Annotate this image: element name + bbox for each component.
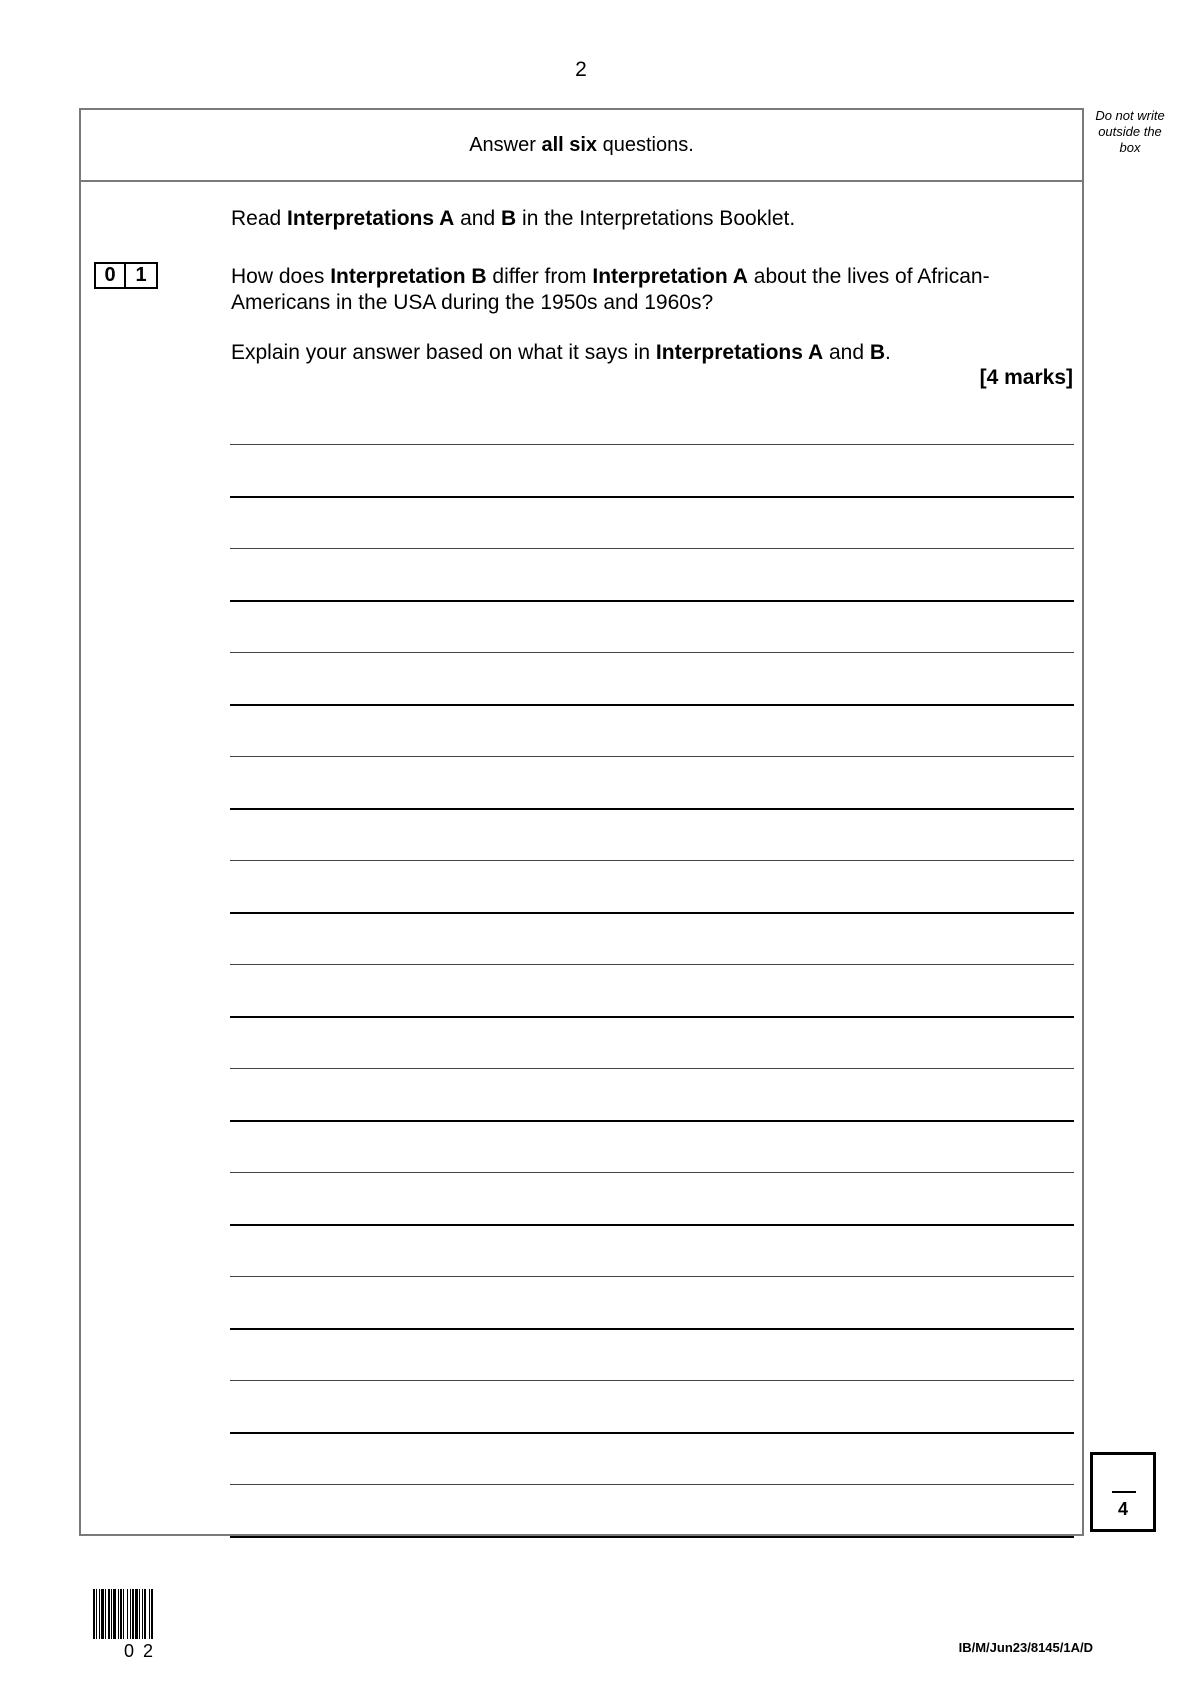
answer-line[interactable] [230,1224,1074,1226]
answer-line[interactable] [230,1536,1074,1538]
instruction-header [81,110,1082,182]
answer-line[interactable] [230,444,1074,445]
margin-note: Do not write outside the box [1095,108,1165,155]
score-divider [1112,1491,1136,1493]
answer-line[interactable] [230,652,1074,653]
answer-line[interactable] [230,1328,1074,1330]
question-number-digit: 1 [126,262,158,289]
answer-line[interactable] [230,600,1074,602]
answer-line[interactable] [230,808,1074,810]
answer-line[interactable] [230,860,1074,861]
answer-line[interactable] [230,1380,1074,1381]
answer-line[interactable] [230,1068,1074,1069]
question-text: How does Interpretation B differ from Interpretation A about the lives of African-Americans in the USA during the 1950s and 1960s? [231,265,990,314]
answer-line[interactable] [230,1120,1074,1122]
answer-line[interactable] [230,1432,1074,1434]
page-number: 2 [575,58,587,81]
intro-text: Read Interpretations A and B in the Interpretations Booklet. [231,207,796,230]
barcode-text: 02 [124,1641,163,1661]
marks-label: [4 marks] [979,366,1073,389]
instruction-text: Answer all six questions. [469,133,694,156]
score-box [1090,1452,1156,1532]
question-frame [79,108,1084,1536]
answer-line[interactable] [230,1484,1074,1485]
answer-line[interactable] [230,1172,1074,1173]
question-number-digit: 0 [94,262,126,289]
answer-line[interactable] [230,756,1074,757]
answer-line[interactable] [230,548,1074,549]
reference-code: IB/M/Jun23/8145/1A/D [958,1640,1093,1655]
answer-line[interactable] [230,704,1074,706]
explain-instruction: Explain your answer based on what it says in Interpretations A and B. [231,341,891,364]
score-value: 4 [1117,1499,1128,1519]
answer-line[interactable] [230,1276,1074,1277]
answer-line[interactable] [230,496,1074,498]
barcode [93,1589,205,1639]
answer-line[interactable] [230,1016,1074,1018]
answer-line[interactable] [230,912,1074,914]
answer-line[interactable] [230,964,1074,965]
question-number [94,262,158,289]
